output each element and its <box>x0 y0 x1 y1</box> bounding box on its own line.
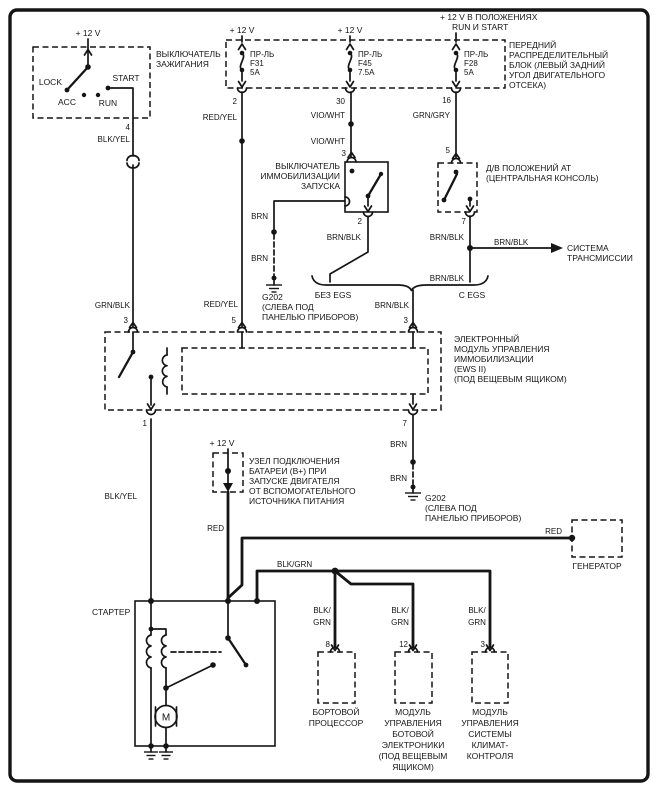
svg-text:ОТ ВСПОМОГАТЕЛЬНОГО: ОТ ВСПОМОГАТЕЛЬНОГО <box>249 486 356 496</box>
pin-5: 5 <box>231 316 236 325</box>
svg-text:ИММОБИЛИЗАЦИИ: ИММОБИЛИЗАЦИИ <box>454 354 534 364</box>
battery-node-title <box>249 456 356 506</box>
ignition-12v-label: + 12 V <box>75 28 101 38</box>
at-switch-title <box>486 162 599 183</box>
svg-text:(СЛЕВА ПОД: (СЛЕВА ПОД <box>262 302 314 312</box>
wire-brn-3: BRN <box>390 440 407 449</box>
transmission-branch <box>430 216 633 283</box>
at-position-switch <box>438 146 599 226</box>
fuse-f28 <box>453 44 489 87</box>
arrow-down-icon <box>347 82 354 88</box>
svg-text:ИММОБИЛИЗАЦИИ: ИММОБИЛИЗАЦИИ <box>260 171 340 181</box>
svg-text:УЗЕЛ ПОДКЛЮЧЕНИЯ: УЗЕЛ ПОДКЛЮЧЕНИЯ <box>249 456 340 466</box>
svg-text:БЛОК (ЛЕВЫЙ ЗАДНИЙ: БЛОК (ЛЕВЫЙ ЗАДНИЙ <box>509 60 606 70</box>
svg-text:УГОЛ ДВИГАТЕЛЬНОГО: УГОЛ ДВИГАТЕЛЬНОГО <box>509 70 606 80</box>
generator <box>228 520 622 598</box>
wire-brn-blk-trans: BRN/BLK <box>494 238 529 247</box>
wire-red-yel-2: RED/YEL <box>203 300 238 309</box>
fuse-name: ПР-ЛЬ <box>250 50 275 59</box>
pin-3: 3 <box>480 640 485 649</box>
wire-brn-4: BRN <box>390 474 407 483</box>
arrow-up-icon <box>453 44 460 50</box>
svg-text:МОДУЛЬ УПРАВЛЕНИЯ: МОДУЛЬ УПРАВЛЕНИЯ <box>454 344 550 354</box>
pin-12: 12 <box>399 640 408 649</box>
ignition-rotor-arm <box>67 67 88 90</box>
svg-text:ПРОЦЕССОР: ПРОЦЕССОР <box>308 718 364 728</box>
svg-text:ПЕРЕДНИЙ: ПЕРЕДНИЙ <box>509 40 557 50</box>
svg-text:ЭЛЕКТРОНИКИ: ЭЛЕКТРОНИКИ <box>381 740 445 750</box>
wire-red-yel-1: RED/YEL <box>202 113 237 122</box>
with-egs-label: C EGS <box>458 290 486 300</box>
svg-text:GRN: GRN <box>391 618 409 627</box>
starter-contact-arm <box>228 638 246 665</box>
svg-text:БОРТОВОЙ: БОРТОВОЙ <box>312 707 360 717</box>
pin-3-right: 3 <box>403 316 408 325</box>
position-start: START <box>112 73 140 83</box>
position-lock: LOCK <box>38 77 62 87</box>
module-box <box>472 652 508 703</box>
svg-text:ПАНЕЛЬЮ ПРИБОРОВ): ПАНЕЛЬЮ ПРИБОРОВ) <box>425 513 522 523</box>
fuse-id: F45 <box>358 59 372 68</box>
front-power-distribution-block <box>226 12 608 106</box>
svg-text:Д/В ПОЛОЖЕНИЙ АТ: Д/В ПОЛОЖЕНИЙ АТ <box>486 163 572 173</box>
wire-grn-blk: GRN/BLK <box>94 301 130 310</box>
svg-text:СИСТЕМЫ: СИСТЕМЫ <box>468 729 512 739</box>
svg-text:ЗАПУСКА: ЗАПУСКА <box>301 181 340 191</box>
svg-text:ЭЛЕКТРОННЫЙ: ЭЛЕКТРОННЫЙ <box>454 334 520 344</box>
svg-text:(ПОД ВЕЩЕВЫМ ЯЩИКОМ): (ПОД ВЕЩЕВЫМ ЯЩИКОМ) <box>454 374 567 384</box>
arrow-up-icon <box>347 44 354 50</box>
immobilizer-switch <box>260 149 388 226</box>
arrow-down-icon <box>453 82 460 88</box>
ground-icon <box>144 746 158 759</box>
wire-brn-blk-immo: BRN/BLK <box>326 233 361 242</box>
svg-text:БОТОВОЙ: БОТОВОЙ <box>392 729 434 739</box>
ignition-switch <box>33 28 221 168</box>
fuse-name: ПР-ЛЬ <box>464 50 489 59</box>
svg-text:КЛИМАТ-: КЛИМАТ- <box>471 740 509 750</box>
arrow-down-icon <box>239 82 246 88</box>
wire-brn-1: BRN <box>251 212 268 221</box>
relay-coil-icon <box>162 348 167 394</box>
pin-5: 5 <box>445 146 450 155</box>
ews-title <box>454 333 567 384</box>
fuse-rating: 5A <box>464 68 474 77</box>
svg-text:G202: G202 <box>425 493 446 503</box>
wire-brn-2: BRN <box>251 254 268 263</box>
module-box <box>318 652 355 703</box>
svg-text:ИСТОЧНИКА ПИТАНИЯ: ИСТОЧНИКА ПИТАНИЯ <box>249 496 345 506</box>
fuse-rating: 7.5A <box>358 68 375 77</box>
without-egs-label: БЕЗ EGS <box>314 290 352 300</box>
pin-8: 8 <box>325 640 330 649</box>
pin-2: 2 <box>232 97 237 106</box>
svg-text:ОТСЕКА): ОТСЕКА) <box>509 80 547 90</box>
ignition-pin-4: 4 <box>125 123 130 132</box>
fuse-f45 <box>347 44 383 87</box>
pin-30: 30 <box>336 97 345 106</box>
svg-text:МОДУЛЬ: МОДУЛЬ <box>395 707 431 717</box>
pin-16: 16 <box>442 96 451 105</box>
svg-text:(ЦЕНТРАЛЬНАЯ КОНСОЛЬ): (ЦЕНТРАЛЬНАЯ КОНСОЛЬ) <box>486 173 599 183</box>
wire-blk-grn-bus: BLK/GRN <box>277 560 313 569</box>
module-body-electronics <box>379 640 448 772</box>
svg-text:УПРАВЛЕНИЯ: УПРАВЛЕНИЯ <box>384 718 442 728</box>
starter <box>92 598 275 759</box>
solenoid-coil-icon <box>146 635 166 668</box>
wire-red-1: RED <box>207 524 224 533</box>
wire-grn-gry: GRN/GRY <box>412 111 450 120</box>
generator-box <box>572 520 622 557</box>
svg-text:M: M <box>161 712 171 724</box>
ground-icon <box>159 746 173 759</box>
svg-text:GRN: GRN <box>468 618 486 627</box>
ignition-title-1: ВЫКЛЮЧАТЕЛЬ <box>156 49 221 59</box>
svg-text:(EWS II): (EWS II) <box>454 364 487 374</box>
wire-vio-wht-1: VIO/WHT <box>310 111 345 120</box>
arrow-up-icon <box>239 44 246 50</box>
fuse-id: F28 <box>464 59 478 68</box>
battery-12v-label: + 12 V <box>209 438 235 448</box>
ews-module <box>105 316 567 428</box>
position-run: RUN <box>98 98 118 108</box>
blk-grn-bus <box>257 560 490 646</box>
starter-title: СТАРТЕР <box>92 607 131 617</box>
svg-text:ВЫКЛЮЧАТЕЛЬ: ВЫКЛЮЧАТЕЛЬ <box>275 161 340 171</box>
relay-contact-arm <box>119 352 133 377</box>
wire-vio-wht-2: VIO/WHT <box>310 137 345 146</box>
f28-12v-2: RUN И START <box>452 22 509 32</box>
svg-text:БАТАРЕИ (B+) ПРИ: БАТАРЕИ (B+) ПРИ <box>249 466 327 476</box>
svg-text:УПРАВЛЕНИЯ: УПРАВЛЕНИЯ <box>461 718 519 728</box>
switch-arm <box>444 174 457 200</box>
svg-text:КОНТРОЛЯ: КОНТРОЛЯ <box>466 751 514 761</box>
g202-right-label <box>425 493 521 523</box>
svg-text:BLK/: BLK/ <box>468 606 486 615</box>
transmission-title-1: СИСТЕМА <box>567 243 609 253</box>
svg-text:BLK/: BLK/ <box>313 606 331 615</box>
pin-7: 7 <box>461 217 466 226</box>
ground-g202-right <box>390 415 521 523</box>
ews-outer-box <box>105 332 441 410</box>
module-wire-labels <box>313 606 486 627</box>
ground-icon <box>266 276 282 293</box>
pin-3: 3 <box>341 149 346 158</box>
svg-text:РАСПРЕДЕЛИТЕЛЬНЫЙ: РАСПРЕДЕЛИТЕЛЬНЫЙ <box>509 50 609 60</box>
generator-title: ГЕНЕРАТОР <box>572 561 622 571</box>
svg-text:ПАНЕЛЬЮ ПРИБОРОВ): ПАНЕЛЬЮ ПРИБОРОВ) <box>262 312 359 322</box>
module-climate-control <box>461 640 519 761</box>
f45-12v: + 12 V <box>337 25 363 35</box>
fuse-name: ПР-ЛЬ <box>358 50 383 59</box>
wire-blk-yel-2: BLK/YEL <box>104 492 137 501</box>
starter-motor-icon <box>155 706 177 728</box>
svg-text:(ПОД ВЕЩЕВЫМ: (ПОД ВЕЩЕВЫМ <box>378 751 448 761</box>
wire-red-2: RED <box>545 527 562 536</box>
position-acc: ACC <box>58 97 76 107</box>
arrow-right-icon <box>551 243 563 253</box>
fuse-rating: 5A <box>250 68 260 77</box>
ews-relay-box <box>182 348 428 394</box>
wire-brn-blk-at2: BRN/BLK <box>429 274 464 283</box>
pin-2: 2 <box>357 217 362 226</box>
fuse-block-title <box>509 39 608 90</box>
wire-brn-blk-ews: BRN/BLK <box>374 301 409 310</box>
transmission-title-2: ТРАНСМИССИИ <box>567 253 633 263</box>
svg-text:GRN: GRN <box>313 618 331 627</box>
svg-text:ЯЩИКОМ): ЯЩИКОМ) <box>392 762 434 772</box>
f28-12v-1: + 12 V В ПОЛОЖЕНИЯХ <box>440 12 538 22</box>
wire-brn-blk-at: BRN/BLK <box>429 233 464 242</box>
pin-7: 7 <box>402 419 407 428</box>
fuse-id: F31 <box>250 59 264 68</box>
pin-1: 1 <box>142 419 147 428</box>
module-onboard-processor <box>309 640 364 728</box>
svg-text:(СЛЕВА ПОД: (СЛЕВА ПОД <box>425 503 477 513</box>
ignition-title-2: ЗАЖИГАНИЯ <box>156 59 209 69</box>
f31-12v: + 12 V <box>229 25 255 35</box>
svg-text:BLK/: BLK/ <box>391 606 409 615</box>
immobilizer-switch-title <box>260 161 340 191</box>
module-box <box>395 652 432 703</box>
switch-arm <box>368 174 381 196</box>
wire-blk-yel: BLK/YEL <box>97 135 130 144</box>
fuse-f31 <box>239 44 275 87</box>
ground-icon <box>405 485 421 501</box>
pin-3-left: 3 <box>123 316 128 325</box>
ground-g202-left <box>251 201 358 322</box>
svg-text:МОДУЛЬ: МОДУЛЬ <box>472 707 508 717</box>
svg-text:G202: G202 <box>262 292 283 302</box>
svg-text:ЗАПУСКЕ ДВИГАТЕЛЯ: ЗАПУСКЕ ДВИГАТЕЛЯ <box>249 476 340 486</box>
